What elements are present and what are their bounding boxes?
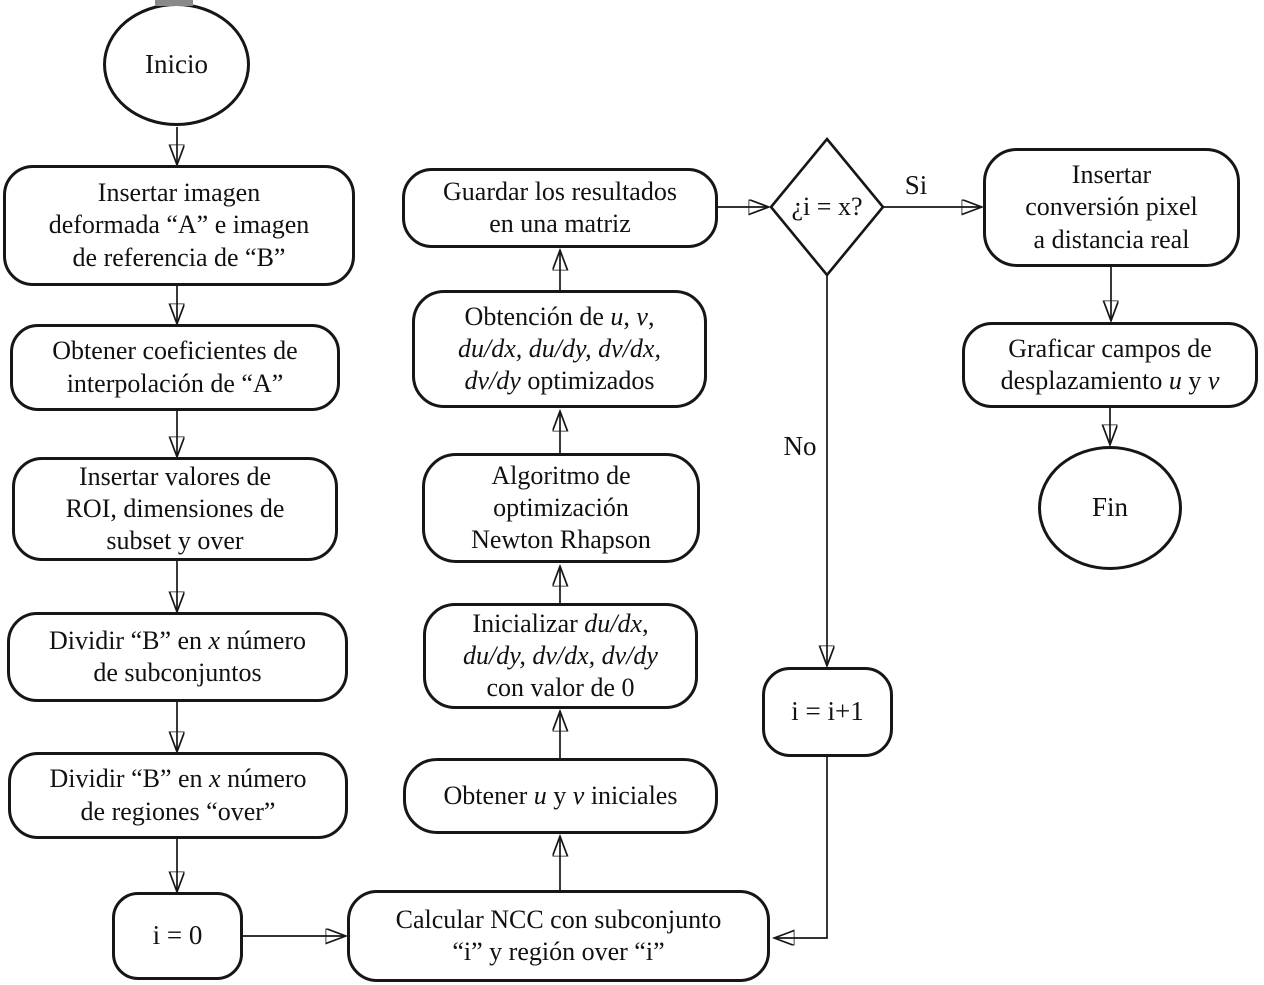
process-insert-images: [3, 165, 355, 286]
node-text-line: Inicializar du/dx,: [472, 608, 649, 638]
process-divide-subsets: [7, 612, 348, 702]
node-text-line: ROI, dimensiones de: [65, 493, 285, 523]
node-text-line: subset y over: [106, 526, 244, 556]
process-divide-over-regions: [8, 752, 348, 839]
node-text-line: optimización: [493, 492, 629, 522]
i-increment-label: i = i+1: [791, 696, 864, 727]
node-text-line: Guardar los resultados: [443, 176, 677, 206]
process-save-results: [402, 168, 718, 248]
node-text-line: interpolación de “A”: [66, 368, 284, 398]
node-text-line: Obtención de u, v,: [464, 301, 655, 331]
node-text-line: Obtener u y v iniciales: [443, 780, 678, 810]
process-obtain-coefficients: [10, 324, 340, 411]
node-text-line: Dividir “B” en x número: [49, 764, 307, 794]
node-text-line: de referencia de “B”: [72, 242, 286, 272]
node-text-line: du/dx, du/dy, dv/dx,: [458, 333, 661, 363]
process-newton-raphson: [422, 453, 700, 563]
node-text-line: Insertar: [1071, 160, 1152, 190]
node-text-line: Insertar imagen: [97, 178, 261, 208]
arrow-incremento-to-calcular: [775, 757, 827, 938]
end-terminator: [1038, 446, 1182, 570]
node-text-line: Dividir “B” en x número: [48, 625, 307, 655]
process-insert-roi-values: [12, 457, 338, 561]
node-text-line: Insertar valores de: [78, 461, 272, 491]
node-text-line: desplazamiento u y v: [1000, 366, 1220, 395]
process-i-equals-zero: [112, 892, 243, 980]
process-plot-displacement-fields: [962, 322, 1258, 408]
node-text-line: con valor de 0: [486, 673, 635, 703]
node-text-line: Newton Rhapson: [471, 525, 651, 555]
node-text-line: a distancia real: [1033, 224, 1190, 254]
node-text-line: Obtener coeficientes de: [52, 336, 298, 366]
start-label: Inicio: [145, 48, 208, 79]
node-text-line: de regiones “over”: [80, 796, 276, 826]
screenshot-artifact: [155, 0, 193, 6]
node-text-line: deformada “A” e imagen: [48, 210, 310, 240]
process-obtain-optimized: [412, 290, 707, 408]
process-obtain-uv-initials: [403, 758, 718, 834]
end-label: Fin: [1091, 492, 1129, 523]
node-text-line: Algoritmo de: [491, 460, 631, 490]
process-initialize-gradients: [423, 603, 698, 709]
process-insert-pixel-conversion: [983, 148, 1240, 267]
process-i-increment: [762, 667, 893, 757]
node-text-line: du/dy, dv/dx, dv/dy: [463, 640, 658, 670]
node-text-line: en una matriz: [489, 209, 631, 238]
start-terminator: [103, 3, 250, 126]
node-text-line: Calcular NCC con subconjunto: [395, 904, 722, 934]
edge-label-no: No: [783, 431, 817, 461]
node-text-line: “i” y región over “i”: [452, 937, 665, 966]
decision-diamond-label: ¿i = x?: [791, 192, 863, 221]
edge-label-si: Si: [904, 170, 928, 200]
i-zero-label: i = 0: [152, 920, 203, 951]
node-text-line: conversión pixel: [1025, 192, 1198, 222]
process-calculate-ncc: [347, 890, 770, 982]
node-text-line: Graficar campos de: [1008, 333, 1212, 363]
node-text-line: de subconjuntos: [93, 658, 262, 687]
node-text-line: dv/dy optimizados: [464, 366, 655, 396]
